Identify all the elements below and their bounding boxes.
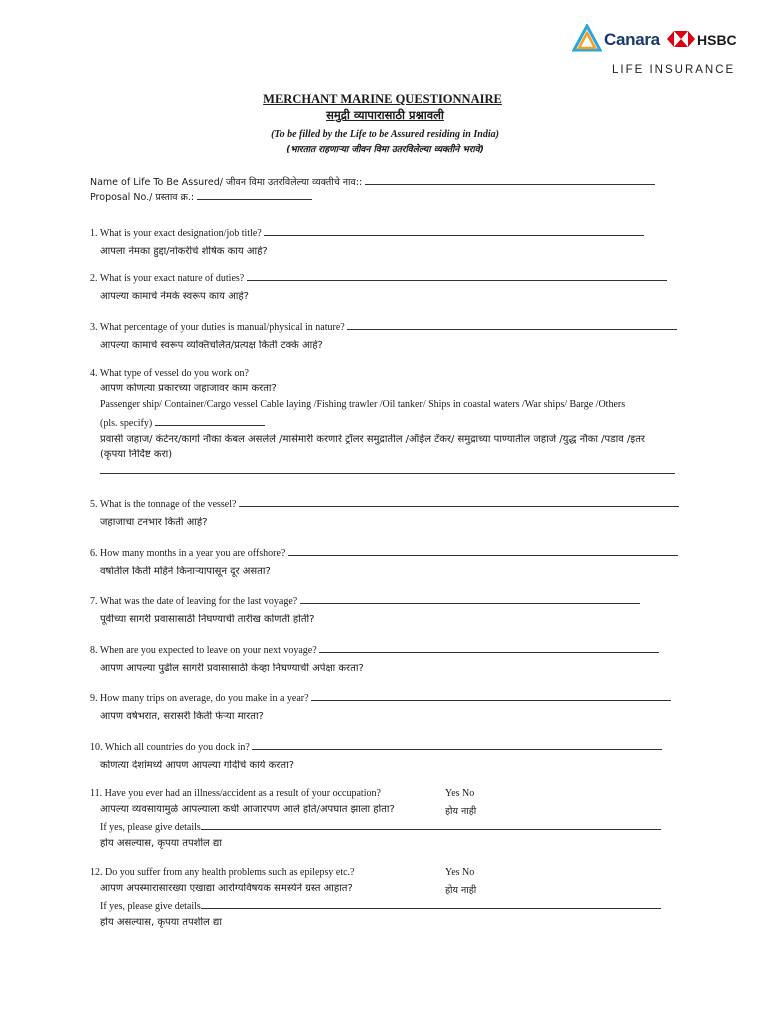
question-7 bbox=[90, 594, 690, 626]
vessel-options-marathi: प्रवासी जहाज/ कंटेनर/कार्गो नौका केबल असलेले /मासेमारी करणारे ट्रॉलर समुद्रातील /ऑईल टँकर/ समुद्राच्या पाण्यातील जहाजे /युद्ध नौका /पडाव /इतर bbox=[100, 434, 645, 445]
vessel-options: Passenger ship/ Container/Cargo vessel Cable laying /Fishing trawler /Oil tanker/ Ships in coastal waters /War ships/ Barge /Others bbox=[100, 399, 626, 410]
question-text: 5. What is the tonnage of the vessel? bbox=[90, 499, 237, 510]
form-subtitle-marathi: (भारतात राहणाऱ्या जीवन विमा उतरविलेल्या व्यक्तीने भरावे) bbox=[286, 145, 484, 155]
yes-no-options[interactable]: Yes No bbox=[445, 867, 475, 878]
answer-line[interactable] bbox=[247, 271, 667, 281]
question-6 bbox=[90, 546, 690, 578]
question-11 bbox=[90, 788, 690, 850]
question-2 bbox=[90, 271, 690, 303]
question-9 bbox=[90, 691, 690, 723]
question-text: 1. What is your exact designation/job title? bbox=[90, 228, 262, 239]
details-label-marathi: होय असल्यास, कृपया तपशील द्या bbox=[100, 917, 222, 928]
answer-line[interactable] bbox=[319, 643, 659, 653]
answer-line[interactable] bbox=[288, 546, 678, 556]
question-10 bbox=[90, 740, 690, 772]
specify-input-line[interactable] bbox=[155, 416, 265, 426]
question-5 bbox=[90, 497, 690, 529]
form-subtitle: (To be filled by the Life to be Assured residing in India) bbox=[271, 129, 499, 140]
yes-no-options-marathi: होय नाही bbox=[445, 806, 477, 817]
question-text: 9. How many trips on average, do you make in a year? bbox=[90, 693, 309, 704]
question-12 bbox=[90, 867, 690, 929]
question-text-marathi: पूर्वीच्या सागरी प्रवासासाठी निघण्याची तारीख कोणती होती? bbox=[100, 614, 315, 625]
answer-line[interactable] bbox=[100, 464, 675, 474]
logo-tagline: LIFE INSURANCE bbox=[612, 64, 736, 76]
question-8 bbox=[90, 643, 690, 675]
answer-line[interactable] bbox=[239, 497, 679, 507]
proposal-label: Proposal No./ प्रस्ताव क्र.: bbox=[90, 192, 195, 203]
question-text-marathi: वर्षातील किती महिने किनाऱ्यापासून दूर असता? bbox=[100, 566, 271, 577]
question-3 bbox=[90, 320, 690, 352]
details-label-marathi: होय असल्यास, कृपया तपशील द्या bbox=[100, 838, 222, 849]
details-label: If yes, please give details bbox=[100, 901, 201, 912]
question-text-marathi: कोणत्या देशांमध्ये आपण आपल्या गोदीचे कार्य करता? bbox=[100, 760, 294, 771]
question-text: 12. Do you suffer from any health problems such as epilepsy etc.? bbox=[90, 867, 355, 878]
canara-triangle-icon bbox=[572, 24, 602, 54]
company-logo bbox=[570, 22, 745, 80]
proposal-field-row bbox=[90, 190, 312, 204]
form-header bbox=[0, 92, 770, 155]
question-4 bbox=[90, 368, 690, 478]
proposal-input-line[interactable] bbox=[197, 190, 312, 200]
question-text-marathi: जहाजाचा टनभार किती आहे? bbox=[100, 517, 208, 528]
details-input-line[interactable] bbox=[201, 899, 661, 909]
question-text-marathi: आपण अपस्मारासारख्या एखाद्या आरोग्यविषयक समस्येने ग्रस्त आहात? bbox=[100, 883, 353, 894]
question-text-marathi: आपल्या कामाचे स्वरूप व्यक्तिचलित/प्रत्यक्ष किती टक्के आहे? bbox=[100, 340, 323, 351]
question-text: 8. When are you expected to leave on your next voyage? bbox=[90, 645, 317, 656]
question-text-marathi: आपण आपल्या पुढील सागरी प्रवासासाठी केव्हा निघण्याची अपेक्षा करता? bbox=[100, 663, 364, 674]
answer-line[interactable] bbox=[300, 594, 640, 604]
question-text: 4. What type of vessel do you work on? bbox=[90, 368, 249, 379]
specify-label: (pls. specify) bbox=[100, 418, 153, 429]
question-text-marathi: आपल्या कामाचे नेमके स्वरूप काय आहे? bbox=[100, 291, 249, 302]
specify-label-marathi: (कृपया निर्दिष्ट करा) bbox=[100, 449, 173, 460]
partner-name: HSBC bbox=[697, 32, 737, 48]
form-title-marathi: समुद्री व्यापारासाठी प्रश्नावली bbox=[326, 108, 444, 122]
brand-name: Canara bbox=[604, 30, 660, 49]
question-text: 11. Have you ever had an illness/accident as a result of your occupation? bbox=[90, 788, 381, 799]
form-title: MERCHANT MARINE QUESTIONNAIRE bbox=[263, 92, 502, 106]
details-input-line[interactable] bbox=[201, 820, 661, 830]
name-input-line[interactable] bbox=[365, 175, 655, 185]
answer-line[interactable] bbox=[347, 320, 677, 330]
question-text: 3. What percentage of your duties is manual/physical in nature? bbox=[90, 322, 345, 333]
details-label: If yes, please give details bbox=[100, 822, 201, 833]
question-text: 7. What was the date of leaving for the last voyage? bbox=[90, 596, 298, 607]
answer-line[interactable] bbox=[252, 740, 662, 750]
name-field-row bbox=[90, 175, 655, 189]
question-text: 2. What is your exact nature of duties? bbox=[90, 273, 245, 284]
name-label: Name of Life To Be Assured/ जीवन विमा उतरविलेल्या व्यक्तीचे नाव:: bbox=[90, 177, 363, 188]
question-text: 6. How many months in a year you are offshore? bbox=[90, 548, 286, 559]
question-text-marathi: आपल्या व्यवसायामुळे आपल्याला कधी आजारपण आले होते/अपघात झाला होता? bbox=[100, 804, 395, 815]
answer-line[interactable] bbox=[264, 226, 644, 236]
question-text-marathi: आपण वर्षभरात, सरासरी किती फेऱ्या मारता? bbox=[100, 711, 264, 722]
question-text: 10. Which all countries do you dock in? bbox=[90, 742, 250, 753]
yes-no-options-marathi: होय नाही bbox=[445, 885, 477, 896]
answer-line[interactable] bbox=[311, 691, 671, 701]
yes-no-options[interactable]: Yes No bbox=[445, 788, 475, 799]
hsbc-hexagon-icon bbox=[667, 31, 695, 47]
question-1 bbox=[90, 226, 690, 258]
question-text-marathi: आपला नेमका हुद्दा/नोकरीचे शीर्षक काय आहे? bbox=[100, 246, 268, 257]
question-text-marathi: आपण कोणत्या प्रकारच्या जहाजावर काम करता? bbox=[100, 383, 277, 394]
